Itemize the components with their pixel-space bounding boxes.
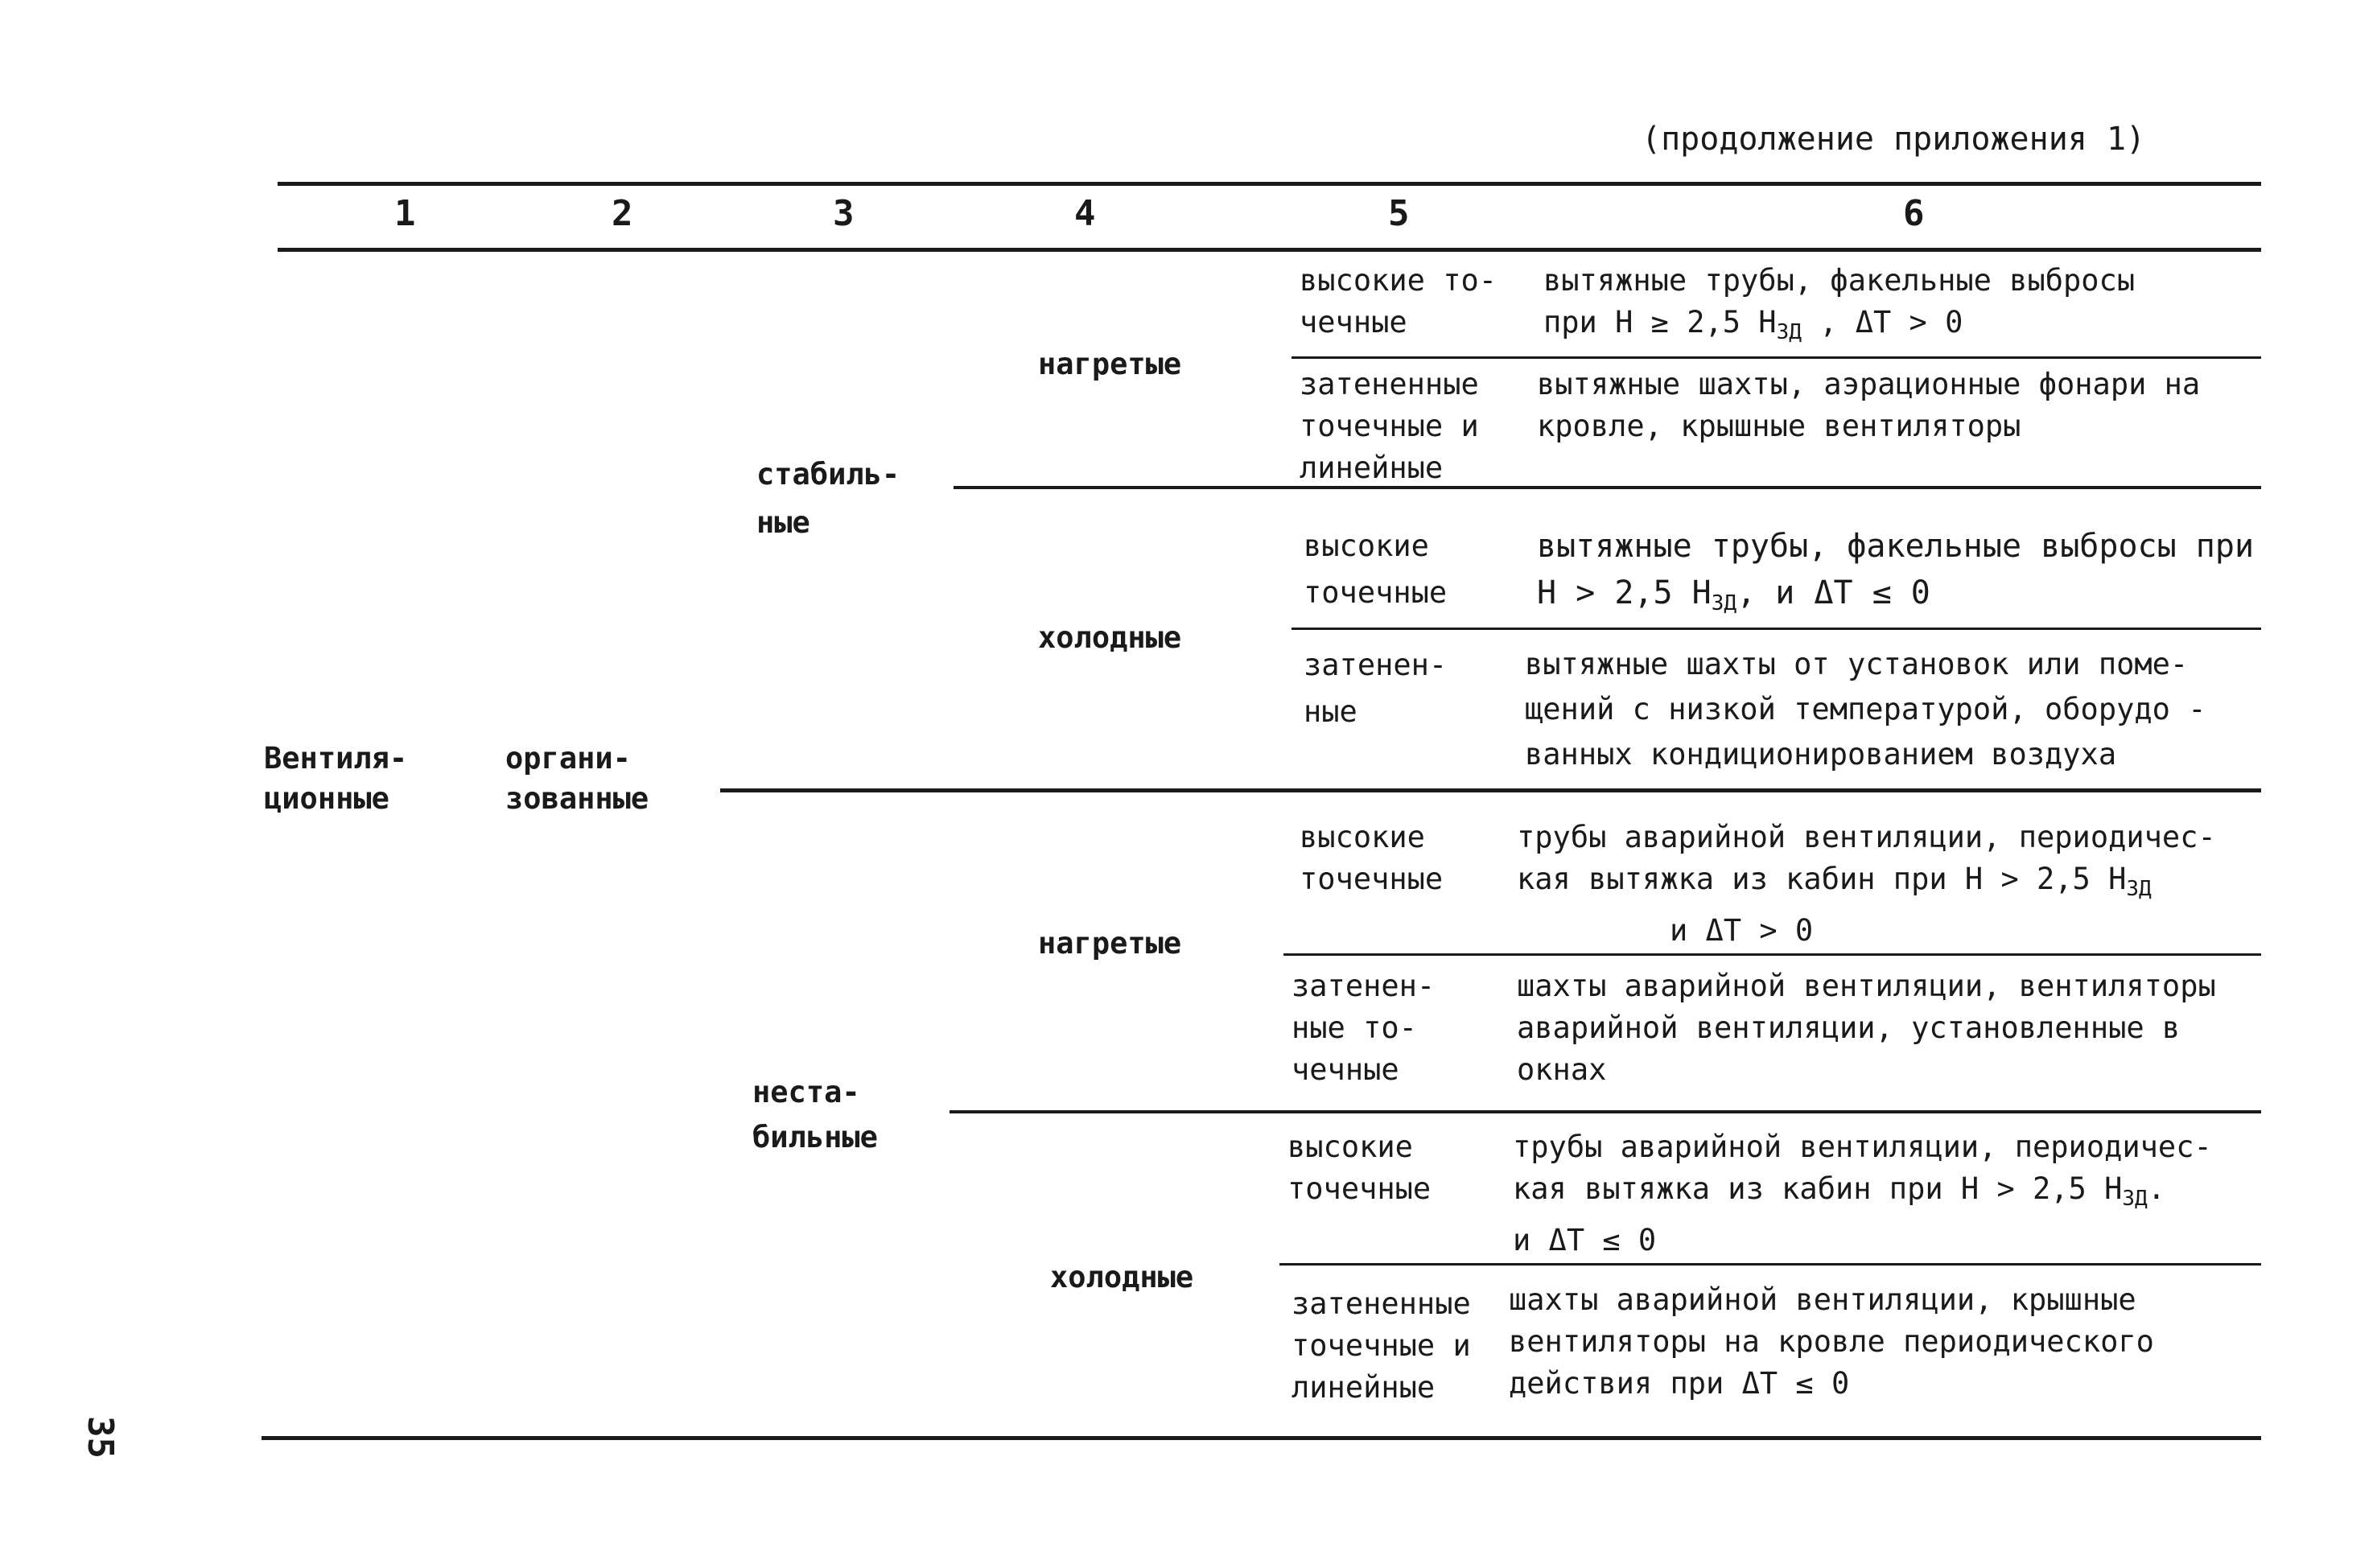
rule-row3-row4: [1291, 628, 2261, 630]
rule-unstable-heated-cold: [950, 1110, 2261, 1113]
top-rule: [278, 182, 2261, 186]
row7-col6: трубы аварийной вентиляции, периодичес- кая вытяжка из кабин при Н > 2,5 $Н_{ЗД}$. и ΔТ ≤ 0: [1513, 1130, 2212, 1257]
row5-col5: высокие точечные: [1300, 820, 1444, 896]
col3-unstable: неста- бильные: [752, 1075, 878, 1154]
rule-stable-heated-cold: [954, 486, 2261, 489]
col4-heated-unstable: нагретые: [1038, 926, 1182, 961]
column-header-2: 2: [612, 193, 633, 234]
row7-col5: высокие точечные: [1287, 1130, 1432, 1206]
col4-cold-stable: холодные: [1038, 620, 1182, 655]
row6-col5: затенен- ные то- чечные: [1291, 969, 1436, 1087]
rule-row1-row2: [1291, 356, 2261, 359]
col1-label: Вентиля- ционные: [264, 741, 408, 816]
row1-col5: высокие то- чечные: [1300, 263, 1497, 340]
row6-col6: шахты аварийной вентиляции, вентиляторы аварийной вентиляции, установленные в окнах: [1517, 969, 2216, 1087]
col2-label: органи- зованные: [505, 741, 649, 816]
row4-col6: вытяжные шахты от установок или поме- щений с низкой температурой, оборудо - ванных кондиционированием воздуха: [1525, 647, 2206, 772]
page-number: 35: [80, 1416, 121, 1459]
row2-col5: затененные точечные и линейные: [1300, 367, 1479, 485]
row3-col6: вытяжные трубы, факельные выбросы при Н > 2,5 $Н_{ЗД}$, и ΔТ ≤ 0: [1537, 528, 2255, 615]
header-bottom-rule: [278, 248, 2261, 252]
column-header-6: 6: [1903, 193, 1925, 234]
row8-col6: шахты аварийной вентиляции, крышные вентиляторы на кровле периодического действия при ΔТ ≤ 0: [1509, 1282, 2154, 1401]
row2-col6: вытяжные шахты, аэрационные фонари на кровле, крышные вентиляторы: [1537, 367, 2201, 443]
col3-stable: стабиль- ные: [756, 457, 900, 540]
column-header-5: 5: [1388, 193, 1410, 234]
table-caption: (продолжение приложения 1): [1642, 121, 2146, 158]
column-header-1: 1: [394, 193, 416, 234]
rule-row7-row8: [1279, 1263, 2261, 1266]
row3-col5: высокие точечные: [1304, 529, 1448, 610]
col4-heated-stable: нагретые: [1038, 347, 1182, 381]
col4-cold-unstable: холодные: [1050, 1260, 1194, 1294]
row5-col6: трубы аварийной вентиляции, периодичес- кая вытяжка из кабин при Н > 2,5 $Н_{ЗД}$ и ΔТ > 0: [1517, 820, 2216, 948]
row4-col5: затенен- ные: [1304, 648, 1448, 729]
row8-col5: затененные точечные и линейные: [1291, 1286, 1471, 1405]
rule-stable-unstable: [720, 788, 2261, 792]
column-header-3: 3: [833, 193, 855, 234]
table-bottom-rule: [262, 1436, 2261, 1440]
row1-col6: вытяжные трубы, факельные выбросы при Н ≥ 2,5 $Н_{ЗД}$ , ΔТ > 0: [1543, 263, 2136, 344]
rule-row5-row6: [1283, 953, 2261, 956]
column-header-4: 4: [1074, 193, 1096, 234]
